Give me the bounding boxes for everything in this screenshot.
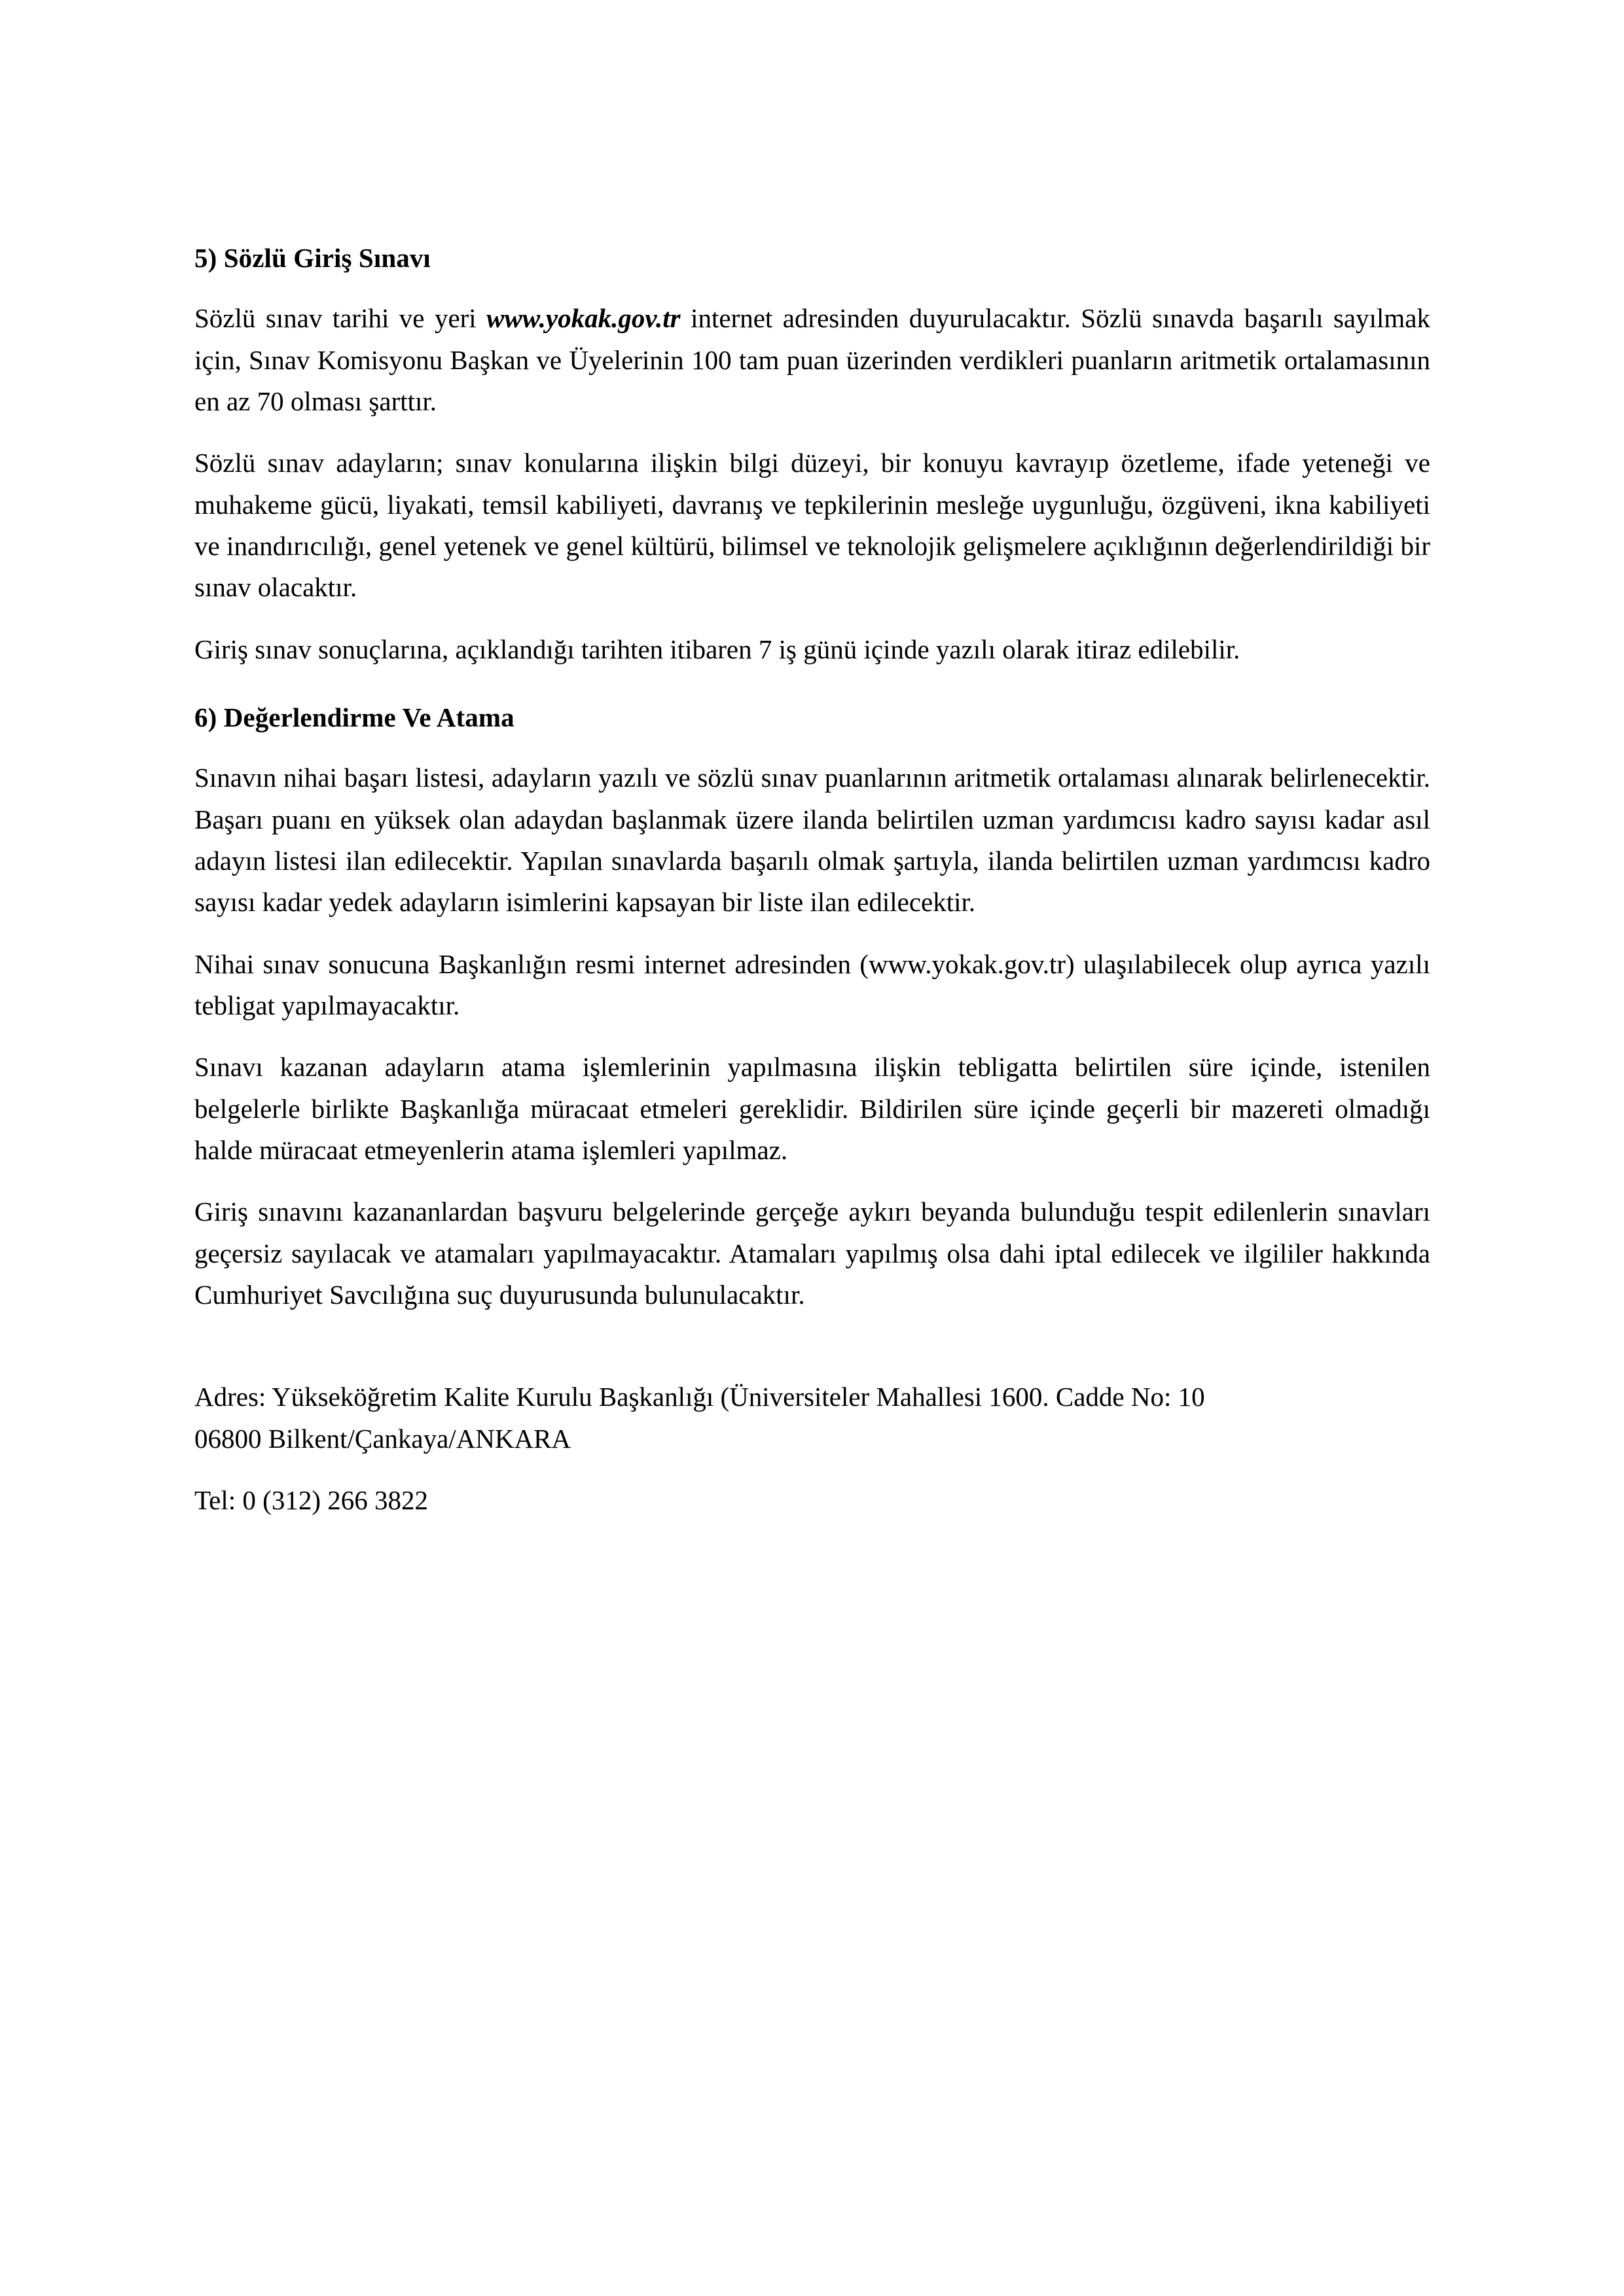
heading-sozlu-giris-sinavi: 5) Sözlü Giriş Sınavı — [194, 243, 431, 273]
paragraph-results-announcement: Nihai sınav sonucuna Başkanlığın resmi internet adresinden (www.yokak.gov.tr) ulaşılabilecek olup ayrıca yazılı tebligat yapılmayacaktır. — [194, 948, 1430, 1021]
paragraph-oral-exam-criteria: Sözlü sınav adayların; sınav konularına ilişkin bilgi düzeyi, bir konuyu kavrayıp özetleme, ifade yeteneği ve muhakeme gücü, liyakati, temsil kabiliyeti, davranış ve tepkilerinin mesleğe uygunluğu, özgüveni, ikna kabiliyeti ve inandırıcılığı, genel yetenek ve genel kültürü, bilimsel ve teknolojik gelişmelere açıklığının değerlendirildiği bir sınav olacaktır. — [194, 448, 1430, 603]
footer-phone-line: Tel: 0 (312) 266 3822 — [194, 1485, 428, 1516]
paragraph-appointment-application: Sınavı kazanan adayların atama işlemlerinin yapılmasına ilişkin tebligatta belirtilen süre içinde, istenilen belgelerle birlikte Başkanlığa müracaat etmeleri gereklidir. Bildirilen süre içinde geçerli bir mazereti olmadığı halde müracaat etmeyenlerin atama işlemleri yapılmaz. — [194, 1052, 1430, 1166]
footer-address-line-1: Adres: Yükseköğretim Kalite Kurulu Başkanlığı (Üniversiteler Mahallesi 1600. Cadde No: 10 — [194, 1382, 1205, 1412]
heading-degerlendirme-ve-atama: 6) Değerlendirme Ve Atama — [194, 702, 514, 733]
footer-contact-block — [194, 1376, 1430, 1521]
document-text-column — [194, 241, 1430, 1522]
paragraph-lead-text: Sözlü sınav tarihi ve yeri — [194, 303, 487, 334]
paragraph-tail-text: internet adresinden duyurulacaktır. Sözlü sınavda başarılı sayılmak için, Sınav Komisyonu Başkan ve Üyelerinin 100 tam puan üzerinden verdikleri puanların aritmetik ortalamasının en az 70 olması şarttır. — [194, 303, 1430, 416]
paragraph-objection-period: Giriş sınav sonuçlarına, açıklandığı tarihten itibaren 7 iş günü içinde yazılı olarak itiraz edilebilir. — [194, 634, 1240, 664]
website-emphasis-yokak: www.yokak.gov.tr — [486, 303, 681, 334]
paragraph-oral-exam-date-and-place — [194, 298, 1430, 422]
paragraph-false-declaration-consequences: Giriş sınavını kazananlardan başvuru belgelerinde gerçeğe aykırı beyanda bulunduğu tespit edilenlerin sınavları geçersiz sayılacak ve atamaları yapılmayacaktır. Atamaları yapılmış olsa dahi iptal edilecek ve ilgililer hakkında Cumhuriyet Savcılığına suç duyurusunda bulunulacaktır. — [194, 1196, 1430, 1310]
footer-address-line-2: 06800 Bilkent/Çankaya/ANKARA — [194, 1423, 571, 1454]
paragraph-final-success-list: Sınavın nihai başarı listesi, adayların yazılı ve sözlü sınav puanlarının aritmetik ortalaması alınarak belirlenecektir. Başarı puanı en yüksek olan adaydan başlanmak üzere ilanda belirtilen uzman yardımcısı kadro sayısı kadar asıl adayın listesi ilan edilecektir. Yapılan sınavlarda başarılı olmak şartıyla, ilanda belirtilen uzman yardımcısı kadro sayısı kadar yedek adayların isimlerini kapsayan bir liste ilan edilecektir. — [194, 762, 1430, 918]
